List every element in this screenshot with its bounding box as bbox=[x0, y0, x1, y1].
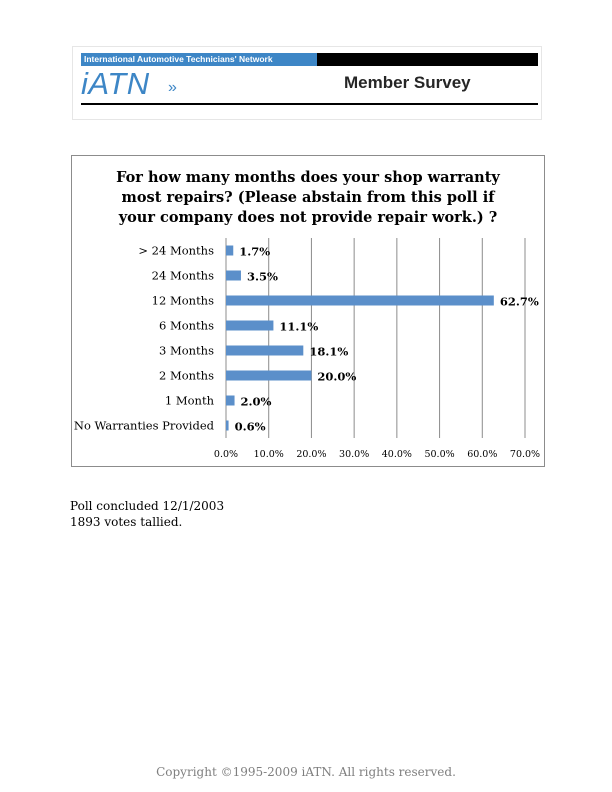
survey-header bbox=[72, 46, 542, 120]
bar bbox=[226, 321, 273, 331]
bar bbox=[226, 271, 241, 281]
bar-chart bbox=[72, 156, 544, 466]
data-label: 2.0% bbox=[240, 394, 272, 409]
category-label: 1 Month bbox=[164, 393, 214, 408]
iatn-logo bbox=[81, 67, 150, 101]
org-banner bbox=[81, 53, 538, 66]
data-label: 20.0% bbox=[317, 369, 357, 384]
poll-info bbox=[70, 498, 224, 530]
x-tick-label: 30.0% bbox=[339, 449, 370, 460]
chart-title-line: your company does not provide repair work.) ? bbox=[118, 209, 498, 226]
logo-swoosh-icon: » bbox=[168, 79, 177, 96]
header-rule bbox=[81, 103, 538, 105]
category-label: No Warranties Provided bbox=[73, 418, 214, 433]
data-label: 62.7% bbox=[499, 294, 539, 309]
bar bbox=[226, 371, 311, 381]
data-label: 1.7% bbox=[239, 244, 271, 259]
data-label: 11.1% bbox=[279, 319, 319, 334]
category-label: 3 Months bbox=[158, 343, 214, 358]
poll-concluded: Poll concluded 12/1/2003 bbox=[70, 499, 225, 513]
data-label: 18.1% bbox=[309, 344, 349, 359]
bar bbox=[226, 396, 235, 406]
x-tick-label: 70.0% bbox=[509, 449, 541, 460]
x-tick-label: 10.0% bbox=[253, 449, 284, 460]
data-label: 3.5% bbox=[246, 269, 278, 284]
x-tick-label: 20.0% bbox=[296, 449, 327, 460]
category-label: 24 Months bbox=[151, 268, 214, 283]
chart-frame bbox=[71, 155, 545, 467]
bar bbox=[226, 246, 233, 256]
x-tick-label: 50.0% bbox=[424, 449, 455, 460]
bar bbox=[226, 346, 303, 356]
category-label: 6 Months bbox=[158, 318, 214, 333]
bar bbox=[226, 296, 494, 306]
category-label: 2 Months bbox=[158, 368, 214, 383]
chart-title-line: most repairs? (Please abstain from this poll if bbox=[121, 189, 495, 206]
survey-title: Member Survey bbox=[344, 73, 471, 92]
chart-title-line: For how many months does your shop warranty bbox=[116, 169, 500, 186]
category-label: > 24 Months bbox=[138, 243, 214, 258]
data-label: 0.6% bbox=[234, 419, 266, 434]
logo-text: iATN bbox=[81, 66, 150, 101]
x-tick-label: 40.0% bbox=[381, 449, 412, 460]
copyright: Copyright ©1995-2009 iATN. All rights reserved. bbox=[156, 765, 456, 779]
org-name: International Automotive Technicians' Network bbox=[81, 53, 317, 66]
x-tick-label: 60.0% bbox=[467, 449, 498, 460]
bar bbox=[226, 421, 229, 431]
x-tick-label: 0.0% bbox=[213, 449, 239, 460]
category-label: 12 Months bbox=[151, 293, 214, 308]
poll-votes: 1893 votes tallied. bbox=[70, 515, 183, 529]
